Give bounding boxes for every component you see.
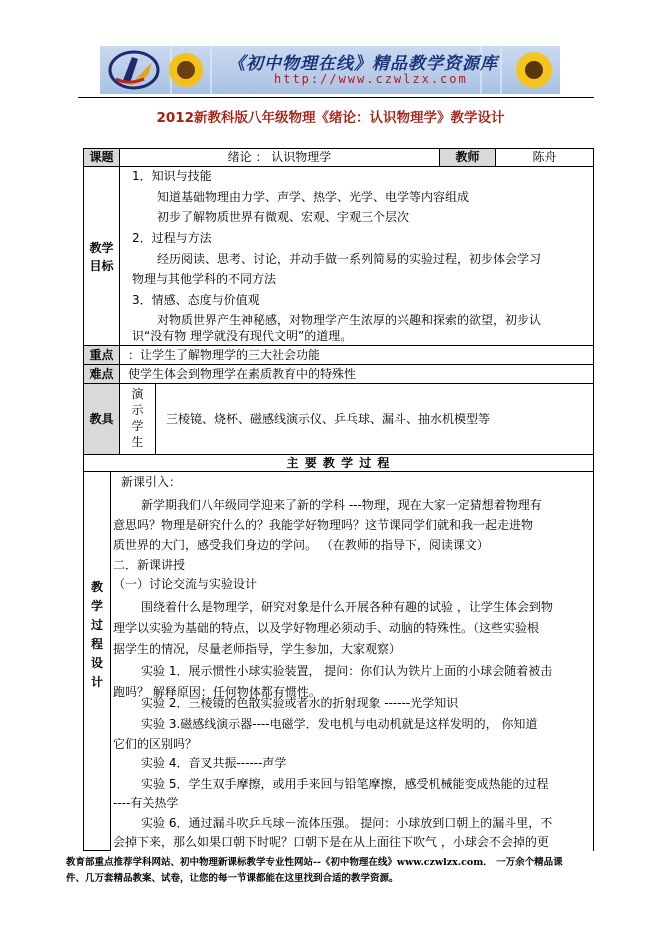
sunflower-icon <box>514 50 554 90</box>
process-line: 据学生的情况，尽量老师指导，学生参加，大家观察） <box>113 642 402 656</box>
teacher-label: 教师 <box>439 148 496 167</box>
banner-divider <box>78 97 594 98</box>
objective-line: 识“没有物 理学就没有现代文明”的道理。 <box>132 329 353 343</box>
objectives-content <box>119 166 594 346</box>
tools-subtype-char: 生 <box>131 435 144 449</box>
process-line: 二．新课讲授 <box>113 558 186 572</box>
process-line: 质世界的大门，感受我们身边的学问。 （在教师的指导下，阅读课文） <box>113 538 489 552</box>
objective-line: 2．过程与方法 <box>132 231 212 245</box>
objectives-label-cell <box>83 166 120 346</box>
objective-line: 知道基础物理由力学、声学、热学、光学、电学等内容组成 <box>157 190 470 204</box>
difficulty-text: 使学生体会到物理学在素质教育中的特殊性 <box>119 364 594 384</box>
key-point-text: ：让学生了解物理学的三大社会功能 <box>119 345 594 365</box>
process-label-char: 设 <box>90 656 103 670</box>
objective-line: 物理与其他学科的不同方法 <box>132 272 277 286</box>
process-content <box>110 471 594 851</box>
process-label-char: 教 <box>90 580 103 594</box>
process-line: 它们的区别吗？ <box>113 737 198 751</box>
site-logo-icon <box>108 49 160 91</box>
objectives-label-line: 教学 <box>89 241 114 255</box>
process-line: 实验 1．展示惯性小球实验装置， 提问：你们认为铁片上面的小球会随着被击 <box>141 664 553 678</box>
process-line: 跑吗？ 解释原因：任何物体都有惯性。 <box>113 685 321 699</box>
site-banner <box>100 46 560 94</box>
process-line: 理学以实验为基础的特点，以及学好物理必须动手、动脑的特殊性。（这些实验根 <box>113 621 540 635</box>
tools-subtype-char: 学 <box>131 419 144 433</box>
difficulty-label: 难点 <box>83 364 120 384</box>
process-line: ----有关热学 <box>113 796 179 810</box>
process-line: 实验 4．音叉共振------声学 <box>141 756 287 770</box>
process-line: 新课引入： <box>121 475 182 489</box>
tools-subtype-char: 示 <box>131 403 144 417</box>
process-line: 新学期我们八年级同学迎来了新的学科 ---物理，现在大家一定猜想着物理有 <box>141 498 542 512</box>
tools-subtype-char: 演 <box>131 387 144 401</box>
process-label-cell <box>83 471 111 851</box>
topic-label: 课题 <box>83 148 120 167</box>
process-label-char: 计 <box>90 675 103 689</box>
objective-line: 1．知识与技能 <box>132 169 212 183</box>
banner-url[interactable]: http://www.czwlzx.com <box>274 72 468 86</box>
process-line: （一）讨论交流与实验设计 <box>113 577 258 591</box>
process-label-char: 过 <box>90 618 103 632</box>
footer-line: 教育部重点推荐学科网站、初中物理新课标教学专业性网站--《初中物理在线》www.czwlzx.com． 一万余个精品课 <box>66 857 563 868</box>
banner-title: 《初中物理在线》精品教学资源库 <box>228 54 498 74</box>
process-line: 实验 3.磁感线演示器----电磁学．发电机与电动机就是这样发明的， 你知道 <box>141 717 538 731</box>
objectives-label-line: 目标 <box>89 259 114 273</box>
objective-line: 初步了解物质世界有微观、宏观、宇观三个层次 <box>157 210 410 224</box>
process-line: 实验 6．通过漏斗吹乒乓球－流体压强。 提问：小球放到口朝上的漏斗里，不 <box>141 816 553 830</box>
process-line: 实验 5．学生双手摩擦，或用手来回与铅笔摩擦，感受机械能变成热能的过程 <box>141 777 549 791</box>
tools-text: 三棱镜、烧杯、磁感线演示仪、乒乓球、漏斗、抽水机模型等 <box>155 383 594 455</box>
tools-subtype <box>119 383 156 455</box>
process-label-char: 学 <box>90 599 103 613</box>
objective-line: 经历阅读、思考、讨论，并动手做一系列简易的实验过程，初步体会学习 <box>157 252 542 266</box>
objective-line: 对物质世界产生神秘感，对物理学产生浓厚的兴趣和探索的欲望，初步认 <box>157 313 542 327</box>
teacher-value: 陈舟 <box>495 148 594 167</box>
process-line: 会掉下来，那么如果口朝下时呢？口朝下是在从上面往下吹气 ，小球会不会掉的更 <box>113 835 549 849</box>
sunflower-icon <box>166 50 206 90</box>
process-label-char: 程 <box>90 637 103 651</box>
tools-label: 教具 <box>83 383 120 455</box>
footer-line: 件、几万套精品教案、试卷，让您的每一节课都能在这里找到合适的教学资源。 <box>66 873 399 884</box>
objective-line: 3．情感、态度与价值观 <box>132 293 260 307</box>
key-point-label: 重点 <box>83 345 120 365</box>
topic-value: 绪论 ： 认识物理学 <box>119 148 440 167</box>
process-line: 实验 2．三棱镜的色散实验或者水的折射现象 ------光学知识 <box>141 696 459 710</box>
process-header: 主 要 教 学 过 程 <box>83 454 594 472</box>
process-line: 围绕着什么是物理学，研究对象是什么开展各种有趣的试验 ，让学生体会到物 <box>141 600 553 614</box>
process-line: 意思吗？物理是研究什么的？我能学好物理吗？这节课同学们就和我一起走进物 <box>113 518 534 532</box>
document-title: 2012新教科版八年级物理《绪论：认识物理学》教学设计 <box>156 110 505 126</box>
